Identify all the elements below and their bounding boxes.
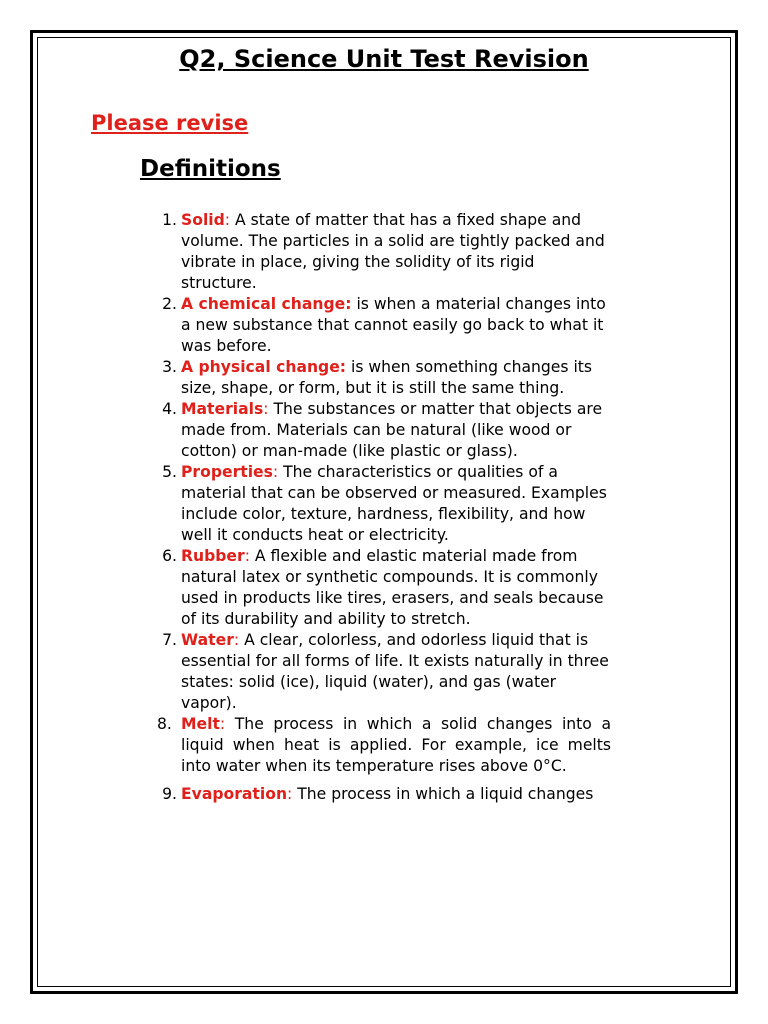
list-number: 9.: [162, 785, 177, 803]
definition-item-rubber: [162, 546, 611, 630]
list-number: 1.: [162, 211, 177, 229]
term-separator: :: [287, 785, 293, 803]
definition-term: A chemical change:: [181, 295, 352, 313]
definition-item-properties: [162, 462, 611, 546]
definition-term: Evaporation: [181, 785, 288, 803]
definition-item-materials: [162, 399, 611, 462]
definition-item-water: [162, 630, 611, 714]
definition-term: Melt: [181, 715, 220, 733]
definition-text: is when a material changes into a new substance that cannot easily go back to what it was before.: [181, 295, 606, 355]
list-number: 7.: [162, 631, 177, 649]
definitions-heading: Definitions: [140, 156, 281, 182]
definition-text: The characteristics or qualities of a material that can be observed or measured. Examples include color, texture, hardness, flexibility, and how well it conducts heat or electricity.: [181, 463, 607, 544]
definition-text: is when something changes its size, shape, or form, but it is still the same thing.: [181, 358, 593, 397]
definition-text: The substances or matter that objects are made from. Materials can be natural (like wood or cotton) or man-made (like plastic or glass).: [181, 400, 603, 460]
definition-item-evaporation: [162, 784, 611, 805]
term-separator: :: [272, 463, 279, 481]
term-separator: :: [219, 715, 226, 733]
list-number: 3.: [162, 358, 177, 376]
term-separator: :: [224, 211, 231, 229]
list-number: 8.: [157, 715, 172, 733]
term-separator: :: [233, 631, 240, 649]
definition-term: Water: [181, 631, 234, 649]
definition-item-physical-change: [162, 357, 611, 399]
definition-text: A state of matter that has a fixed shape and volume. The particles in a solid are tightly packed and vibrate in place, giving the solidity of its rigid structure.: [181, 211, 605, 292]
definition-text: The process in which a solid changes into a liquid when heat is applied. For example, ice melts into water when its temperature rises above 0°C.: [181, 715, 611, 775]
list-number: 4.: [162, 400, 177, 418]
list-number: 6.: [162, 547, 177, 565]
definition-term: Rubber: [181, 547, 245, 565]
definitions-list: [157, 210, 611, 805]
definition-text: A flexible and elastic material made from natural latex or synthetic compounds. It is commonly used in products like tires, erasers, and seals because of its durability and ability to stretch.: [181, 547, 604, 628]
definition-item-melt: [157, 714, 611, 777]
definition-text: The process in which a liquid changes: [292, 785, 594, 803]
term-separator: :: [244, 547, 250, 565]
term-separator: :: [263, 400, 269, 418]
definition-item-chemical-change: [162, 294, 611, 357]
definition-text: A clear, colorless, and odorless liquid that is essential for all forms of life. It exists naturally in three states: solid (ice), liquid (water), and gas (water vapor).: [181, 631, 609, 712]
definition-term: Properties: [181, 463, 273, 481]
list-number: 2.: [162, 295, 177, 313]
list-number: 5.: [162, 463, 177, 481]
please-revise-heading: Please revise: [91, 111, 249, 135]
definition-term: Solid: [181, 211, 225, 229]
definition-term: Materials: [181, 400, 264, 418]
definition-term: A physical change:: [181, 358, 347, 376]
document-title: Q2, Science Unit Test Revision: [179, 45, 589, 73]
definition-item-solid: [162, 210, 611, 294]
